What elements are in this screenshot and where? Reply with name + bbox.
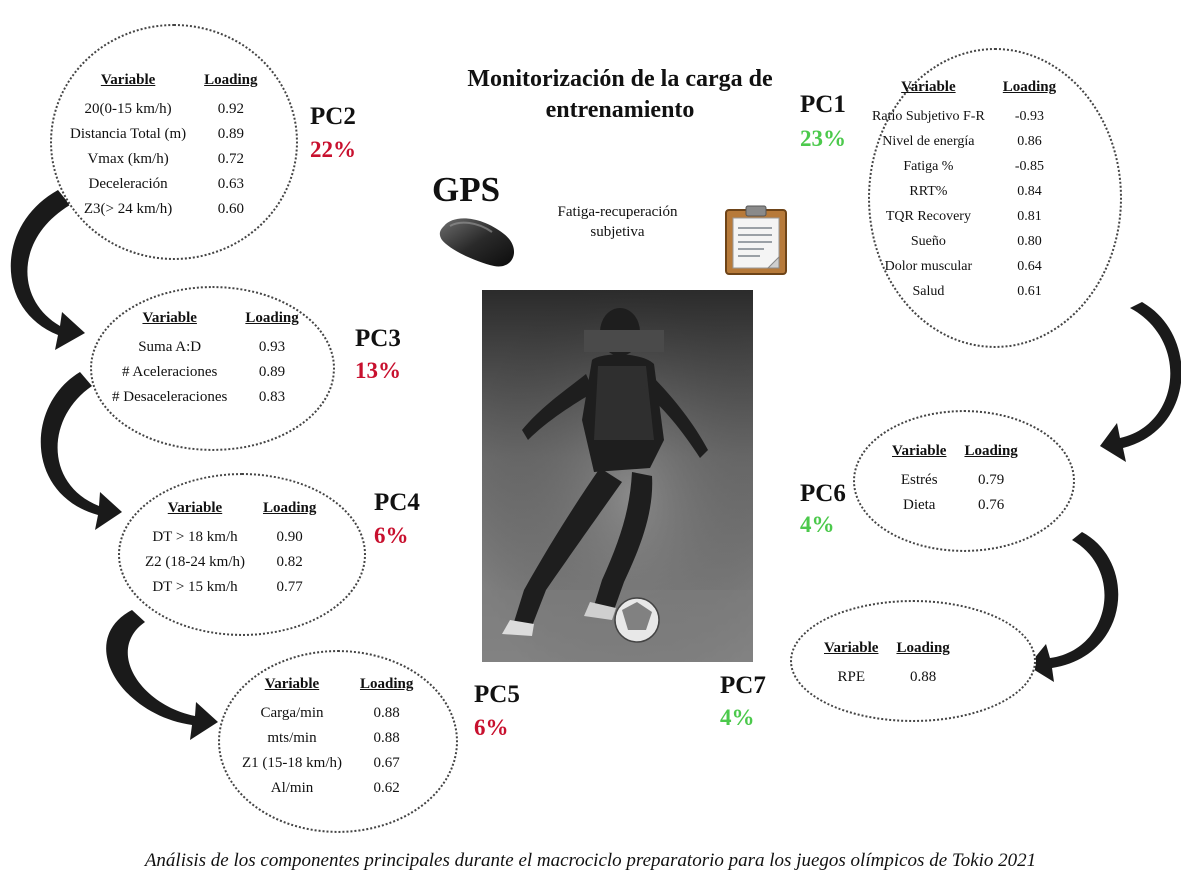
variable-name: Ratio Subjetivo F-R bbox=[872, 108, 985, 124]
table-row bbox=[108, 360, 303, 385]
table-row bbox=[141, 525, 320, 550]
variable-name: Z2 (18-24 km/h) bbox=[145, 554, 245, 570]
variable-header: Variable bbox=[264, 676, 320, 692]
loading-value: 0.84 bbox=[1017, 183, 1042, 199]
table-row bbox=[238, 726, 417, 751]
variable-name: RPE bbox=[837, 669, 865, 685]
variable-name: Salud bbox=[912, 283, 945, 299]
table-row bbox=[868, 229, 1060, 254]
loading-value: 0.88 bbox=[910, 669, 937, 685]
loading-value: 0.63 bbox=[217, 176, 244, 192]
pc7-loading-table bbox=[820, 640, 954, 690]
table-row bbox=[888, 493, 1022, 518]
loading-value: 0.76 bbox=[978, 497, 1005, 513]
pc3-percent: 13% bbox=[355, 358, 401, 383]
variable-header: Variable bbox=[142, 310, 197, 326]
pc4-loading-table bbox=[141, 500, 320, 600]
loading-value: 0.80 bbox=[1017, 233, 1042, 249]
loading-header: Loading bbox=[262, 500, 317, 516]
table-row bbox=[141, 550, 320, 575]
pc4-percent: 6% bbox=[374, 523, 409, 548]
loading-value: 0.92 bbox=[217, 101, 244, 117]
table-row bbox=[868, 154, 1060, 179]
loading-value: 0.88 bbox=[373, 705, 400, 721]
pc1-label: PC1 bbox=[800, 91, 846, 118]
loading-value: 0.86 bbox=[1017, 133, 1042, 149]
pc6-percent: 4% bbox=[800, 512, 835, 537]
table-row bbox=[238, 776, 417, 801]
variable-name: Sueño bbox=[910, 233, 946, 249]
variable-name: Dolor muscular bbox=[884, 258, 973, 274]
loading-value: 0.62 bbox=[373, 780, 400, 796]
loading-value: 0.67 bbox=[373, 755, 400, 771]
variable-name: Vmax (km/h) bbox=[87, 151, 169, 167]
loading-value: 0.79 bbox=[978, 472, 1005, 488]
loading-header: Loading bbox=[359, 676, 414, 692]
gps-device-icon bbox=[436, 212, 520, 270]
variable-name: # Desaceleraciones bbox=[112, 389, 228, 405]
loading-value: 0.89 bbox=[258, 364, 286, 380]
pc2-percent: 22% bbox=[310, 137, 356, 162]
loading-header: Loading bbox=[964, 443, 1018, 459]
table-row bbox=[66, 172, 262, 197]
variable-header: Variable bbox=[892, 443, 947, 459]
variable-name: Distancia Total (m) bbox=[70, 126, 187, 142]
arrow-pc1-pc6 bbox=[1100, 302, 1181, 462]
table-row bbox=[141, 575, 320, 600]
table-row bbox=[868, 204, 1060, 229]
variable-name: 20(0-15 km/h) bbox=[84, 101, 172, 117]
table-row bbox=[108, 335, 303, 360]
variable-name: # Aceleraciones bbox=[121, 364, 218, 380]
loading-value: 0.93 bbox=[258, 339, 286, 355]
loading-value: 0.89 bbox=[217, 126, 244, 142]
loading-value: 0.90 bbox=[276, 529, 303, 545]
table-row bbox=[66, 97, 262, 122]
subjective-label: Fatiga-recuperación subjetiva bbox=[557, 204, 678, 240]
football-player-photo bbox=[482, 290, 753, 662]
table-row bbox=[66, 122, 262, 147]
diagram-title: Monitorización de la carga de entrenamiento bbox=[467, 66, 773, 123]
pc3-label: PC3 bbox=[355, 325, 401, 352]
loading-header: Loading bbox=[245, 310, 299, 326]
pc6-loading-table bbox=[888, 443, 1022, 518]
pc5-loading-table bbox=[238, 676, 417, 801]
loading-header: Loading bbox=[896, 640, 950, 656]
loading-value: -0.85 bbox=[1014, 158, 1045, 174]
variable-name: DT > 15 km/h bbox=[152, 579, 238, 595]
table-row bbox=[868, 179, 1060, 204]
loading-value: 0.72 bbox=[217, 151, 244, 167]
clipboard-icon bbox=[724, 204, 788, 276]
variable-name: Deceleración bbox=[88, 176, 168, 192]
table-row bbox=[868, 279, 1060, 304]
table-row bbox=[820, 665, 954, 690]
pc6-label: PC6 bbox=[800, 480, 846, 507]
arrow-pc6-pc7 bbox=[1028, 532, 1118, 682]
variable-header: Variable bbox=[901, 79, 956, 95]
variable-name: Estrés bbox=[900, 472, 938, 488]
loading-header: Loading bbox=[204, 72, 258, 88]
figure-caption: Análisis de los componentes principales durante el macrociclo preparatorio para los juegos olímpicos de Tokio 2021 bbox=[144, 850, 1037, 871]
pc1-loading-table bbox=[868, 79, 1060, 304]
pc5-label: PC5 bbox=[474, 681, 520, 708]
loading-value: 0.61 bbox=[1017, 283, 1042, 299]
variable-name: Z1 (15-18 km/h) bbox=[242, 755, 342, 771]
loading-value: 0.64 bbox=[1017, 258, 1042, 274]
variable-name: Fatiga % bbox=[903, 158, 954, 174]
pc7-label: PC7 bbox=[720, 672, 766, 699]
variable-name: Al/min bbox=[270, 780, 314, 796]
table-row bbox=[868, 129, 1060, 154]
variable-name: mts/min bbox=[267, 730, 317, 746]
loading-value: 0.81 bbox=[1017, 208, 1042, 224]
pc5-percent: 6% bbox=[474, 715, 509, 740]
pc3-loading-table bbox=[108, 310, 303, 410]
variable-name: TQR Recovery bbox=[885, 208, 971, 224]
variable-name: Nivel de energía bbox=[882, 133, 975, 149]
loading-header: Loading bbox=[1002, 79, 1057, 95]
variable-header: Variable bbox=[824, 640, 879, 656]
loading-value: 0.60 bbox=[217, 201, 244, 217]
variable-name: Z3(> 24 km/h) bbox=[83, 201, 173, 217]
loading-value: -0.93 bbox=[1014, 108, 1045, 124]
pc2-loading-table bbox=[66, 72, 262, 222]
variable-header: Variable bbox=[100, 72, 156, 88]
loading-value: 0.88 bbox=[373, 730, 400, 746]
pc4-label: PC4 bbox=[374, 489, 420, 516]
loading-value: 0.83 bbox=[258, 389, 286, 405]
loading-value: 0.82 bbox=[276, 554, 303, 570]
table-row bbox=[66, 197, 262, 222]
table-row bbox=[868, 104, 1060, 129]
table-row bbox=[108, 385, 303, 410]
table-row bbox=[238, 751, 417, 776]
variable-name: Suma A:D bbox=[138, 339, 202, 355]
variable-name: Dieta bbox=[902, 497, 936, 513]
gps-label: GPS bbox=[432, 170, 501, 209]
variable-name: DT > 18 km/h bbox=[152, 529, 238, 545]
pc1-percent: 23% bbox=[800, 126, 846, 151]
variable-name: RRT% bbox=[909, 183, 948, 199]
pc7-percent: 4% bbox=[720, 705, 755, 730]
variable-header: Variable bbox=[167, 500, 223, 516]
table-row bbox=[66, 147, 262, 172]
pc2-label: PC2 bbox=[310, 103, 356, 130]
loading-value: 0.77 bbox=[276, 579, 303, 595]
table-row bbox=[238, 701, 417, 726]
variable-name: Carga/min bbox=[260, 705, 324, 721]
table-row bbox=[888, 468, 1022, 493]
table-row bbox=[868, 254, 1060, 279]
